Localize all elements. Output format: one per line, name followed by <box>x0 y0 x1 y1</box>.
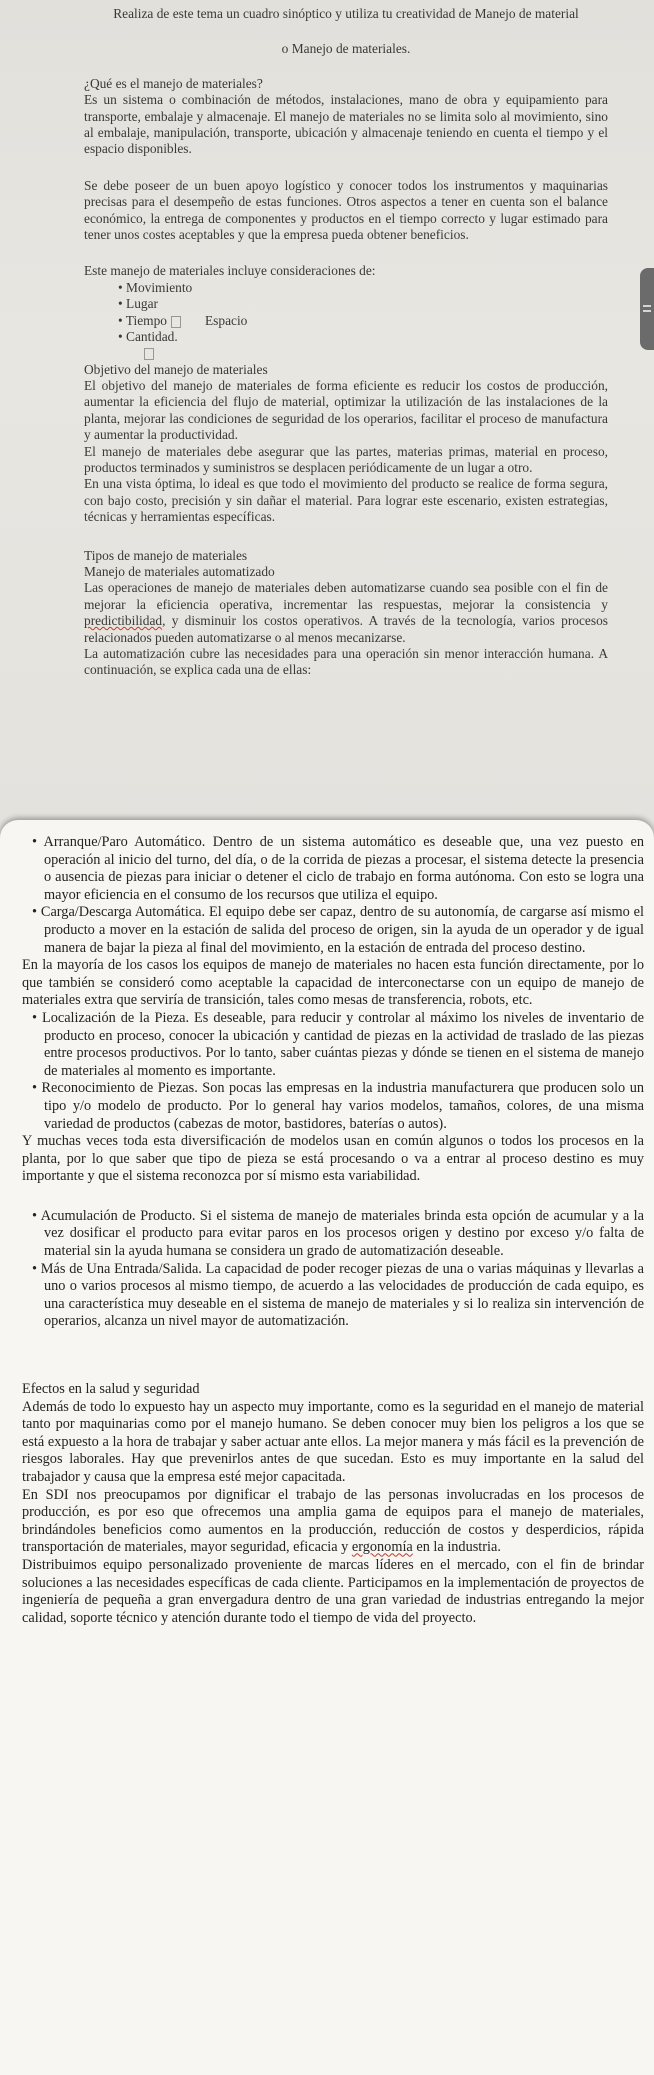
objective-heading: Objetivo del manejo de materiales <box>84 361 268 377</box>
body-paragraph: En SDI nos preocupamos por dignificar el trabajo de las personas involucradas en los procesos de producción, es por eso que ofrecemos una amplia gama de equipos para el manejo de materiales, brindándoles beneficios como aumentos en la producción, reducción de costos y desperdicios, rápida transportación de materiales, mayor seguridad, eficacia y ergonomía en la industria. <box>22 1486 644 1556</box>
bullet-item: • Arranque/Paro Automático. Dentro de un sistema automático es deseable que, una vez puesto en operación al inicio del turno, del día, o de la corrida de piezas a procesar, el sistema detecte la presencia o ausencia de piezas para iniciar o detener el ciclo de trabajo en forma autónoma. Con esto se logra una mayor eficiencia en el consumo de los recursos que utiliza el equipo. <box>32 834 644 903</box>
misspelled-word: ergonomía <box>351 1539 413 1556</box>
misspelled-word: predictibilidad <box>84 613 163 629</box>
list-item: • Movimiento <box>118 279 193 295</box>
body-paragraph: Y muchas veces toda esta diversificación de modelos usan en común algunos o todos los procesos en la planta, por lo que saber que tipo de pieza se está procesando o va a entrar al proceso destino es muy importante y que el sistema reconozca por sí mismo esta variabilidad. <box>22 1133 644 1185</box>
objective-paragraph: El objetivo del manejo de materiales de forma eficiente es reducir los costos de producción, aumentar la eficiencia del flujo de material, optimizar la utilización de las instalaciones de la planta, mejorar las condiciones de seguridad de los operarios, facilitar el proceso de manufactura y aumentar la productividad. <box>84 377 608 443</box>
types-heading: Tipos de manejo de materiales <box>84 547 248 563</box>
phone-edge-handle[interactable] <box>640 268 654 350</box>
assignment-instruction: Realiza de este tema un cuadro sinóptico y utiliza tu creatividad de Manejo de material <box>113 6 579 21</box>
question-heading: ¿Qué es el manejo de materiales? <box>84 75 263 91</box>
bullet-item: • Acumulación de Producto. Si el sistema de manejo de materiales brinda esta opción de acumular y a la vez dosificar el producto para evitar paros en los procesos origen y destino por exceso y/o falta de material sin la ayuda humana se considera un grado de automatización deseable. <box>32 1207 644 1260</box>
bullet-item: • Localización de la Pieza. Es deseable, para reducir y controlar al máximo los niveles de inventario de producto en proceso, conocer la ubicación y cantidad de piezas en la actividad de traslado de las piezas entre procesos productivos. Por lo tanto, saber cuántas piezas y dónde se tienen en el sistema de manejo de materiales al momento es importante. <box>32 1009 644 1079</box>
types-subheading: Manejo de materiales automatizado <box>84 563 275 579</box>
considerations-list <box>84 280 608 346</box>
considerations-intro: Este manejo de materiales incluye consideraciones de: <box>84 263 376 279</box>
bullet-item: • Carga/Descarga Automática. El equipo debe ser capaz, dentro de su autonomía, de cargarse así mismo el producto a mover en la estación de salida del proceso de origen, sin la ayuda de un operador y de igual manera de bajar la pieza al final del movimiento, en la estación de entrada del proceso destino. <box>32 904 644 956</box>
placeholder-box-icon <box>171 316 181 328</box>
space-label: Espacio <box>204 312 248 328</box>
types-paragraph: Las operaciones de manejo de materiales deben automatizarse cuando sea posible con el fin de mejorar la eficiencia operativa, incrementar las respuestas, mejorar la consistencia y predictibilidad, y disminuir los costos operativos. A través de la tecnología, varios procesos relacionados pueden automatizarse o al menos mecanizarse. <box>84 580 608 645</box>
bullet-item: • Más de Una Entrada/Salida. La capacidad de poder recoger piezas de una o varias máquinas y llevarlas a uno o varios procesos al mismo tiempo, de acuerdo a las velocidades de producción de cada equipo, es una característica muy deseable en el sistema de manejo de materiales y si lo realiza sin intervención de operarios, alcanza un nivel mayor de automatización. <box>32 1260 644 1330</box>
placeholder-box-icon <box>144 348 154 360</box>
effects-heading: Efectos en la salud y seguridad <box>22 1381 200 1398</box>
photo-page-top <box>0 0 654 860</box>
placeholder-box-row <box>84 346 608 362</box>
definition-paragraph: Es un sistema o combinación de métodos, instalaciones, mano de obra y equipamiento para transporte, embalaje y almacenaje. El manejo de materiales no se limita solo al movimiento, sino al embalaje, manipulación, transporte, ubicación y almacenaje teniendo en cuenta el tiempo y el espacio disponibles. <box>84 92 608 157</box>
list-item: • Cantidad. <box>118 329 178 345</box>
list-item: • Lugar <box>118 296 159 312</box>
document-subtitle: o Manejo de materiales. <box>281 41 411 57</box>
body-paragraph: Distribuimos equipo personalizado proveniente de marcas líderes en el mercado, con el fin de brindar soluciones a las necesidades específicas de cada cliente. Participamos en la implementación de proyectos de ingeniería de pequeña a gran envergadura dentro de una gran variedad de industrias entregando la mejor calidad, soporte técnico y atención durante todo el tiempo de vida del proyecto. <box>22 1556 644 1626</box>
objective-paragraph: En una vista óptima, lo ideal es que todo el movimiento del producto se realice de forma segura, con bajo costo, precisión y sin dañar el material. Para lograr este escenario, existen estrategias, técnicas y herramientas específicas. <box>84 476 608 525</box>
types-paragraph: La automatización cubre las necesidades para una operación sin menor interacción humana. A continuación, se explica cada una de ellas: <box>84 646 608 678</box>
photo-page-bottom <box>0 820 654 2075</box>
bullet-item: • Reconocimiento de Piezas. Son pocas las empresas en la industria manufacturera que producen solo un tipo y/o modelo de producto. Por lo general hay varios modelos, tamaños, colores, de una misma variedad de productos (cabezas de motor, bastidores, baterías o autos). <box>32 1080 644 1132</box>
objective-paragraph: El manejo de materiales debe asegurar que las partes, materias primas, material en proceso, productos terminados y suministros se desplacen periódicamente de un lugar a otro. <box>84 443 608 475</box>
body-paragraph: Además de todo lo expuesto hay un aspecto muy importante, como es la seguridad en el manejo de material tanto por maquinarias como por el manejo humano. Se deben conocer muy bien los peligros a los que se está expuesto a la hora de trabajar y saber actuar ante ellos. La mejor manera y más fácil es la prevención de riesgos laborales. Hay que prevenirlos antes de que sucedan. Esto es muy importante en la salud del trabajador y causa que la empresa esté mejor capacitada. <box>22 1398 644 1485</box>
list-item: • Tiempo Espacio <box>118 312 248 328</box>
body-paragraph: En la mayoría de los casos los equipos de manejo de materiales no hacen esta función directamente, por lo que también se consideró como aceptable la capacidad de interconectarse con un equipo de manejo de materiales extra que serviría de transición, tales como mesas de transferencia, robots, etc. <box>22 957 644 1009</box>
support-paragraph: Se debe poseer de un buen apoyo logístico y conocer todos los instrumentos y maquinarias precisas para el desempeño de estas funciones. Otros aspectos a tener en cuenta son el balance económico, la entrega de componentes y productos en el tiempo correcto y lugar estimado para tener unos costes aceptables y que la empresa pueda obtener beneficios. <box>84 177 608 243</box>
